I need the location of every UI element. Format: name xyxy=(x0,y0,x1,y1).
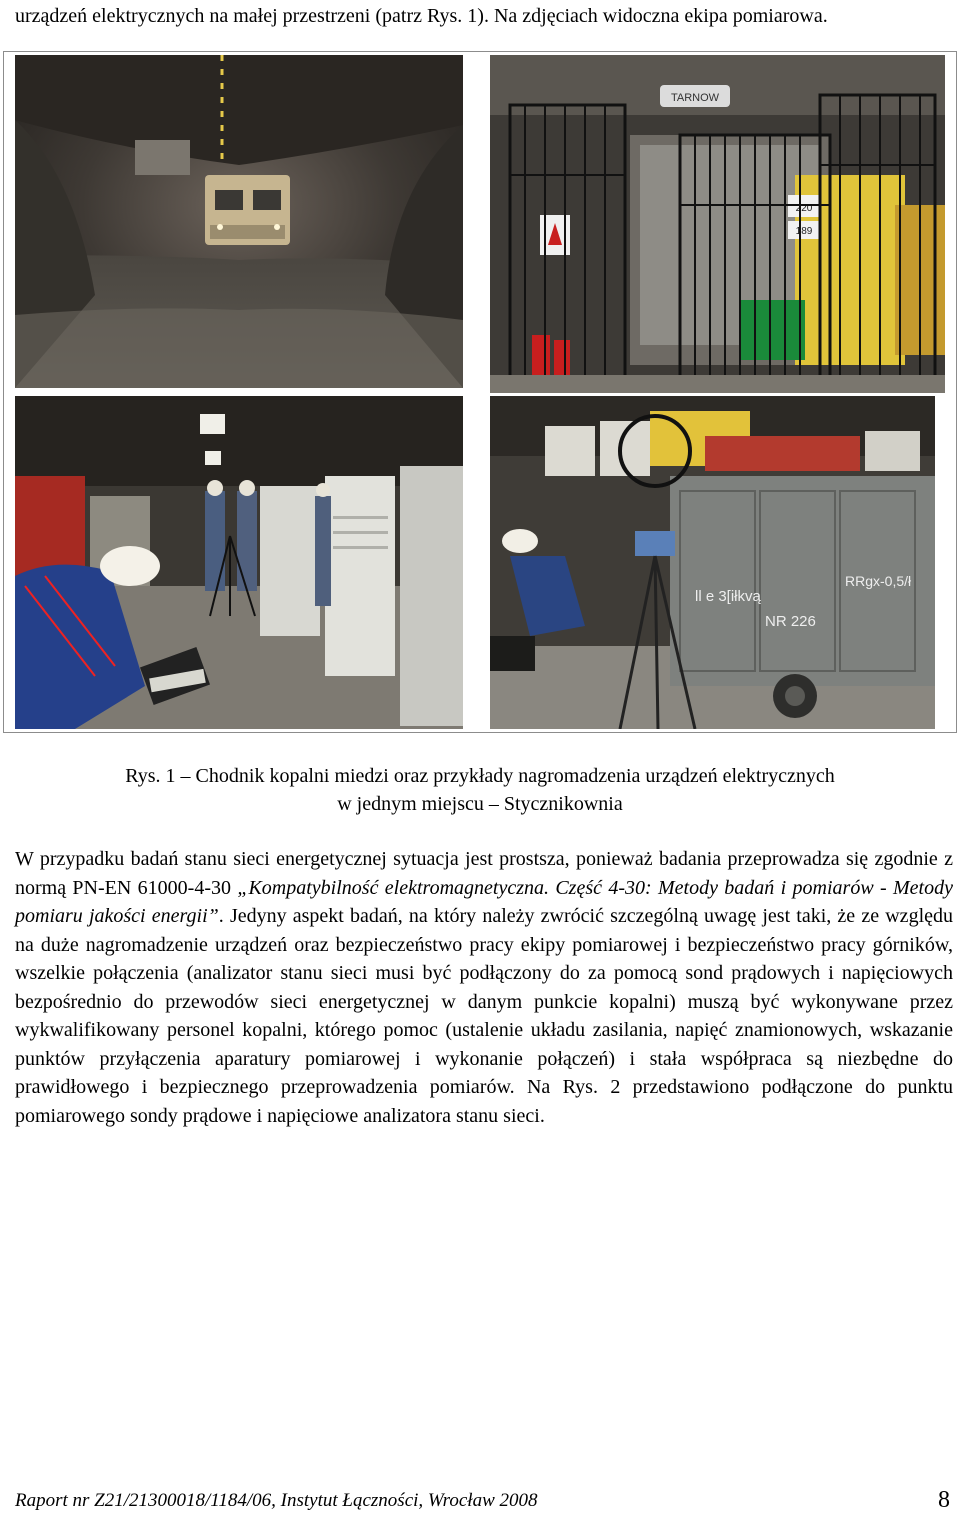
photo2-box-a: 220 xyxy=(795,203,813,214)
photo4-label-c: RRgx-0,5/ł xyxy=(845,573,912,589)
photo-mine-tunnel xyxy=(15,55,463,388)
footer-report-id: Raport nr Z21/21300018/1184/06, Instytut Łączności, Wrocław 2008 xyxy=(15,1490,538,1511)
photo-analyzer-tripod xyxy=(490,396,935,729)
body-paragraph xyxy=(15,845,953,1130)
page-number: 8 xyxy=(938,1487,950,1513)
figure-caption xyxy=(0,762,960,818)
body-standard-title: „Kompatybilność elektromagnetyczna. Część 4-30: Metody badań i pomiarów - Metody pomiaru jakości energii” xyxy=(15,876,953,927)
body-part-3: . Jedyny aspekt badań, na który należy zwrócić szczególną uwagę jest taki, że ze względu na duże nagromadzenie urządzeń oraz bezpieczeństwo pracy ekipy pomiarowej i bezpieczeństwo pracy górników, wszelkie połączenia (analizator stanu sieci musi być podłączony do za pomocą sond prądowych i napięciowych bezpośrednio do przewodów sieci energetycznej w danym punkcie kopalni) muszą być wykonywane przez wykwalifikowany personel kopalni, którego pomoc (ustalenie układu zasilania, napięć znamionowych, wskazanie punktów przyłączenia aparatury pomiarowej i wykonanie połączeń) i stała współpraca są niezbędne do prawidłowego i bezpiecznego przeprowadzenia pomiarów. Na Rys. 2 przedstawiono podłączone do punktu pomiarowego sondy prądowe i napięciowe analizatora stanu sieci. xyxy=(15,905,953,1127)
caption-line-1: Rys. 1 – Chodnik kopalni miedzi oraz przykłady nagromadzenia urządzeń elektrycznych xyxy=(125,765,835,787)
photo-measurement-team xyxy=(15,396,463,729)
caption-line-2: w jednym miejscu – Stycznikownia xyxy=(337,793,623,815)
photo4-label-a: ll e 3[iłkvą xyxy=(695,588,761,605)
photo-gated-station xyxy=(490,55,945,393)
body-part-1: W przypadku badań stanu sieci energetycznej sytuacja jest prostsza, ponieważ badania przeprowadza się zgodnie z normą PN-EN 61000-4-30 xyxy=(15,848,953,899)
photo4-label-b: NR 226 xyxy=(765,613,816,630)
photo2-box-b: 189 xyxy=(795,226,813,237)
photo2-sign: TARNOW xyxy=(670,92,720,104)
top-text: urządzeń elektrycznych na małej przestrzeni (patrz Rys. 1). Na zdjęciach widoczna ekipa pomiarowa. xyxy=(15,5,828,27)
